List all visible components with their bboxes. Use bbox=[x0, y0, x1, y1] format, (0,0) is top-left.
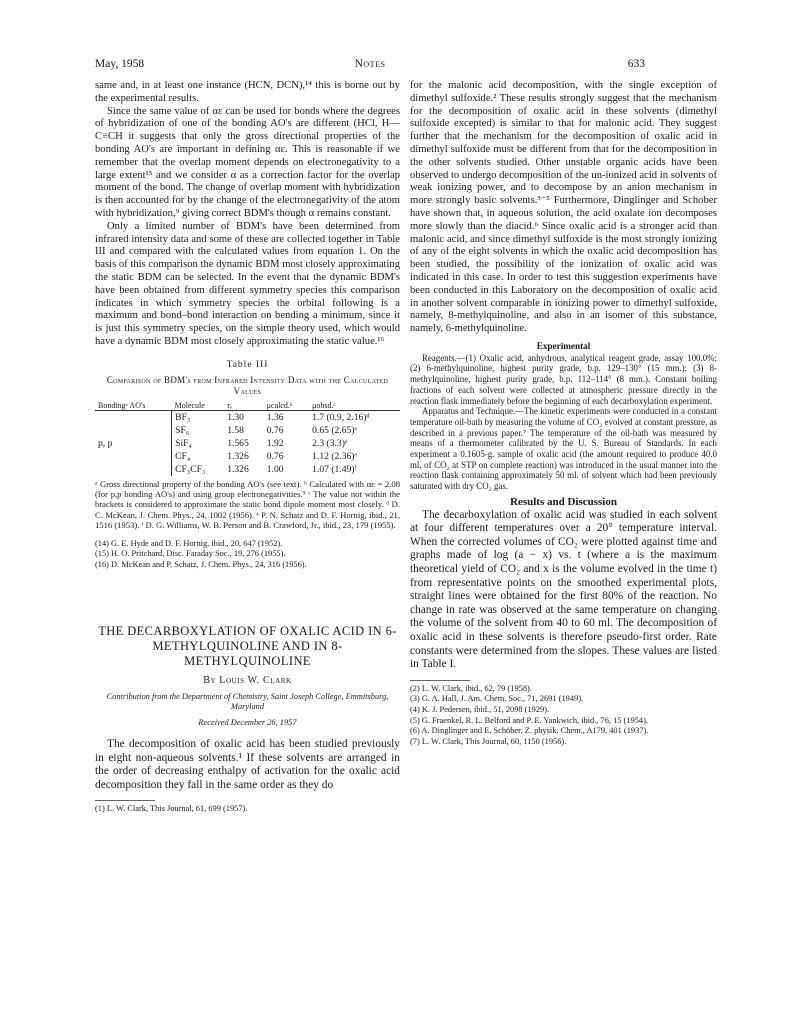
paragraph-reagents: Reagents.—(1) Oxalic acid, anhydrous, analytical reagent grade, assay 100.0%; (2) 6-methylquinoline, highest purity grade, b.p. 129–130° (15 mm.); (3) 8-methylquinoline, highest purity grade, b.p. 112–114° (8 mm.). Constant boiling fractions of each solvent were collected at atmospheric pressure directly in the reaction flask immediately before the beginning of each decarboxylation experiment. bbox=[410, 352, 717, 406]
column-header: μobsd.ᶜ bbox=[309, 401, 400, 411]
column-header: Molecule bbox=[172, 401, 225, 411]
reference-list bbox=[410, 684, 717, 748]
reference-item: (7) L. W. Clark, This Journal, 60, 1150 (1956). bbox=[410, 736, 567, 746]
reference-item: (15) H. O. Pritchard, Disc. Faraday Soc., 19, 276 (1955). bbox=[95, 549, 286, 559]
re-cell: 1.326 bbox=[227, 463, 249, 475]
molecule-cell: CF₃CF₃ bbox=[172, 463, 225, 476]
table-header-row bbox=[95, 401, 400, 411]
paragraph: Since the same value of αε can be used for bonds where the degrees of hybridization of one of the bonding AO's are different (HCl, H—C≡CH it suggests that only the gross directional properties of the bonding AO's are important in defining αε. This is reasonable if we remember that the overlap moment depends on electronegativity to a large extent¹⁵ and we consider α as a correction factor for the overlap moment of the bond. The change of overlap moment with hybridization is then accounted for by the change of the electronegativity of the atom with hybridization,⁹ giving correct BDM's though α remains constant. bbox=[95, 105, 400, 219]
paragraph-results: The decarboxylation of oxalic acid was studied in each solvent at four different temperatures over a 20° temperature interval. When the corrected volumes of CO₂ were plotted against time and graphs made of log (a − x) vs. t (where a is the maximum theoretical yield of CO₂ and x is the volume evolved in the time t) from representative points on the smoothed experimental plots, straight lines were obtained for the first 80% of the reaction. No change in rate was observed at the same temperature on changing the volume of the solvent from 40 to 60 ml. The decomposition of oxalic acid in these solvents is therefore pseudo-first order. Rate constants were determined from the slopes. These values are listed in Table I. bbox=[410, 508, 717, 671]
left-column bbox=[95, 80, 400, 815]
footnote: (1) L. W. Clark, This Journal, 61, 699 (1957). bbox=[95, 804, 248, 814]
obsd-cell: 1.12 (2.36)ᵉ bbox=[312, 450, 357, 462]
obsd-cell: 1.7 (0.9, 2.16)ᵈ bbox=[312, 411, 370, 423]
calcd-cell: 1.92 bbox=[266, 437, 284, 449]
footnote-divider bbox=[95, 800, 155, 801]
article-title: THE DECARBOXYLATION OF OXALIC ACID IN 6-METHYLQUINOLINE AND IN 8-METHYLQUINOLINE bbox=[98, 624, 397, 669]
reference-item: (16) D. McKean and P. Schatz, J. Chem. Phys., 24, 316 (1956). bbox=[95, 559, 307, 569]
re-cell: 1.326 bbox=[227, 450, 249, 462]
header-section: Notes bbox=[354, 58, 386, 70]
affiliation: Contribution from the Department of Chemistry, Saint Joseph College, Emmitsburg, Maryland bbox=[106, 692, 389, 712]
calcd-cell: 1.36 bbox=[266, 411, 284, 423]
obsd-cell: 1.07 (1.49)ᶠ bbox=[312, 463, 357, 475]
author-byline: By Louis W. Clark bbox=[203, 675, 292, 687]
table-caption: Comparison of BDM's from Infrared Intensity Data with the Calculated Values bbox=[106, 374, 389, 396]
paragraph: for the malonic acid decomposition, with the single exception of dimethyl sulfoxide.² These results strongly suggest that the mechanism for the decomposition of oxalic acid in these solvents (dimethyl sulfoxide excepted) is similar to that for malonic acid. They suggest further that the mechanism for the decomposition of oxalic acid in dimethyl sulfoxide must be different from that for the decomposition in the other solvents studied. Other unstable organic acids have been observed to undergo decomposition of the un-ionized acid in solvents of weak ionizing power, and to decompose by an anion mechanism in more strongly basic solvents.³⁻⁵ Furthermore, Dinglinger and Schober have shown that, in aqueous solution, the acid oxalate ion decomposes more slowly than the diacid.⁶ Since oxalic acid is a stronger acid than malonic acid, and since dimethyl sulfoxide is the most strongly ionizing of any of the eight solvents in which the oxalic acid decomposition has been studied, the possibility of the ionization of oxalic acid was indicated in this case. In order to test this suggestion experiments have been conducted in this Laboratory on the decomposition of oxalic acid in another solvent comparable in ionizing power to dimethyl sulfoxide, namely, 8-methylquinoline, and also in an isomer of this substance, namely, 6-methylquinoline. bbox=[410, 80, 717, 335]
column-header: rₑ bbox=[224, 401, 264, 411]
reference-item: (14) G. E. Hyde and D. F. Hornig, ibid., 20, 647 (1952). bbox=[95, 538, 283, 548]
re-cell: 1.58 bbox=[227, 424, 244, 436]
page-number: 633 bbox=[627, 58, 645, 70]
running-head bbox=[95, 58, 645, 74]
calcd-cell: 1.00 bbox=[266, 463, 284, 475]
right-column bbox=[410, 80, 717, 747]
reference-item: (3) G. A. Hall, J. Am. Chem. Soc., 71, 2691 (1949). bbox=[410, 694, 584, 704]
table-title: Table III bbox=[226, 359, 269, 370]
paragraph-apparatus: Apparatus and Technique.—The kinetic experiments were conducted in a constant temperature oil-bath by measuring the volume of CO₂ evolved at constant pressure, as described in a previous paper.⁷ The temperature of the oil-bath was measured by means of a thermometer calibrated by the U. S. Bureau of Standards. In each experiment a 0.1605-g. sample of oxalic acid (the amount required to produce 40.0 ml. of CO₂ at STP on complete reaction) was introduced in the usual manner into the reaction flask containing approximately 50 ml. of solvent which had been previously saturated with dry CO₂ gas. bbox=[410, 406, 717, 492]
paragraph: same and, in at least one instance (HCN, DCN),¹⁴ this is borne out by the experimental results. bbox=[95, 80, 400, 104]
molecule-cell: SiF₄ bbox=[172, 437, 225, 450]
table-footnotes: ᵃ Gross directional property of the bonding AO's (see text). ᵇ Calculated with αε = 2.08 (for p,p bonding AO's) and using group electronegativities.⁹ ᶜ The value not within the brackets is considered to approximate the static bond dipole moment most closely. ᵈ D. C. McKean, J. Chem. Phys., 24, 1002 (1956). ᵉ P. N. Schatz and D. F. Hornig, ibid., 21, 1516 (1953). ᶠ D. G. Williams, W. B. Person and B. Crawford, Jr., ibid., 23, 179 (1955). bbox=[95, 478, 400, 531]
paragraph: Only a limited number of BDM's have been determined from infrared intensity data and some of these are collected together in Table III and compared with the calculated values from equation 1. On the basis of this comparison the dynamic BDM most closely approximating the static BDM can be selected. In the event that the dynamic BDM's have been obtained from different symmetry species this comparison indicates in which symmetry species the orbital following is a maximum and bond–bond interaction on bending a minimum, since it is just this symmetry species, on the simple theory used, which would have a dynamic BDM most closely approximating the static value.¹⁶ bbox=[95, 220, 400, 347]
reference-item: (6) A. Dinglinger and E. Schöber, Z. physik. Chem., A179, 401 (1937). bbox=[410, 726, 649, 736]
obsd-cell: 0.65 (2.65)ᵉ bbox=[312, 424, 357, 436]
reference-item: (5) G. Fraenkel, R. L. Belford and P. E. Yankwich, ibid., 76, 15 (1954). bbox=[410, 715, 648, 725]
molecule-cell: BF₃ bbox=[172, 410, 225, 424]
molecule-cell: SF₆ bbox=[172, 424, 225, 437]
group-label: p, p bbox=[98, 437, 113, 449]
reference-item: (2) L. W. Clark, ibid., 62, 79 (1958). bbox=[410, 683, 532, 693]
calcd-cell: 0.76 bbox=[266, 424, 284, 436]
reference-item: (4) K. J. Pedersen, ibid., 51, 2098 (1929). bbox=[410, 704, 550, 714]
molecule-cell: CF₄ bbox=[172, 450, 225, 463]
section-heading-experimental: Experimental bbox=[536, 340, 591, 351]
re-cell: 1.30 bbox=[227, 411, 244, 423]
re-cell: 1.565 bbox=[227, 437, 249, 449]
obsd-cell: 2.3 (3.3)ᵉ bbox=[312, 437, 348, 449]
received-date: Received December 26, 1957 bbox=[198, 718, 297, 728]
column-header: μcalcd.ᵇ bbox=[264, 401, 309, 411]
column-header: Bondingᵃ AO's bbox=[95, 401, 172, 411]
calcd-cell: 0.76 bbox=[266, 450, 284, 462]
section-heading-results: Results and Discussion bbox=[510, 495, 617, 508]
table-row bbox=[95, 410, 400, 424]
footnote-divider bbox=[410, 680, 470, 681]
bdm-table bbox=[95, 401, 400, 476]
reference-list bbox=[95, 539, 400, 571]
paragraph: The decomposition of oxalic acid has been studied previously in eight non-aqueous solvents.¹ If these solvents are arranged in the order of decreasing enthalpy of activation for the oxalic acid decomposition they fall in the same order as they do bbox=[95, 737, 400, 791]
header-date: May, 1958 bbox=[95, 58, 145, 70]
